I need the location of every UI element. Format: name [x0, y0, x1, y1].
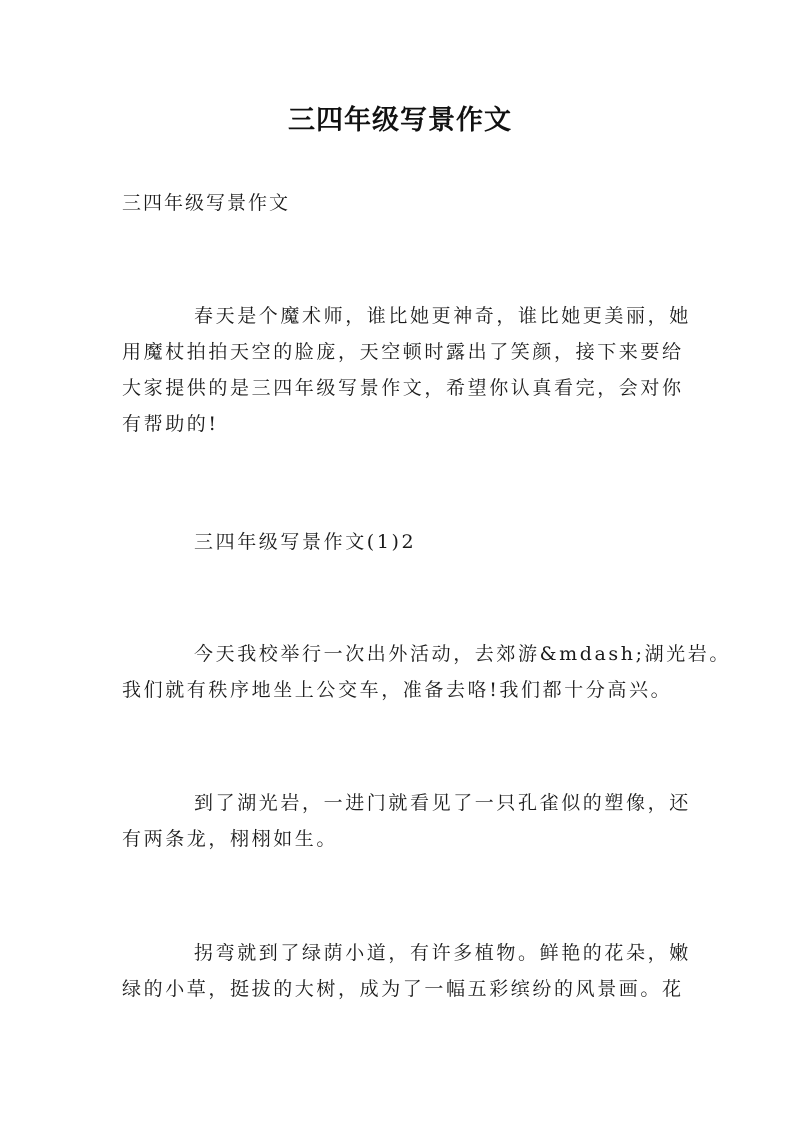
paragraph-arrival — [122, 785, 692, 857]
paragraph-line: 大家提供的是三四年级写景作文，希望你认真看完，会对你 — [122, 377, 684, 399]
paragraph-line: 到了湖光岩，一进门就看见了一只孔雀似的塑像，还 — [194, 792, 691, 814]
paragraph-line: 今天我校举行一次出外活动，去郊游&mdash;湖光岩。 — [194, 643, 732, 665]
paragraph-outing — [122, 636, 732, 708]
document-title: 三四年级写景作文 — [288, 105, 512, 136]
paragraph-line: 拐弯就到了绿荫小道，有许多植物。鲜艳的花朵，嫩 — [194, 942, 691, 964]
paragraph-line: 春天是个魔术师，谁比她更神奇，谁比她更美丽，她 — [194, 305, 691, 327]
paragraph-line: 有帮助的! — [122, 413, 219, 435]
document-subtitle: 三四年级写景作文 — [122, 192, 291, 214]
paragraph-line: 我们就有秩序地坐上公交车，准备去咯!我们都十分高兴。 — [122, 679, 673, 701]
paragraph-line: 用魔杖拍拍天空的脸庞，天空顿时露出了笑颜，接下来要给 — [122, 341, 684, 363]
paragraph-line: 绿的小草，挺拔的大树，成为了一幅五彩缤纷的风景画。花 — [122, 978, 684, 1000]
section-heading-text: 三四年级写景作文(1)2 — [194, 531, 417, 553]
paragraph-path — [122, 935, 692, 1007]
paragraph-line: 有两条龙，栩栩如生。 — [122, 828, 339, 850]
paragraph-intro — [122, 298, 692, 442]
section-heading — [122, 524, 692, 560]
